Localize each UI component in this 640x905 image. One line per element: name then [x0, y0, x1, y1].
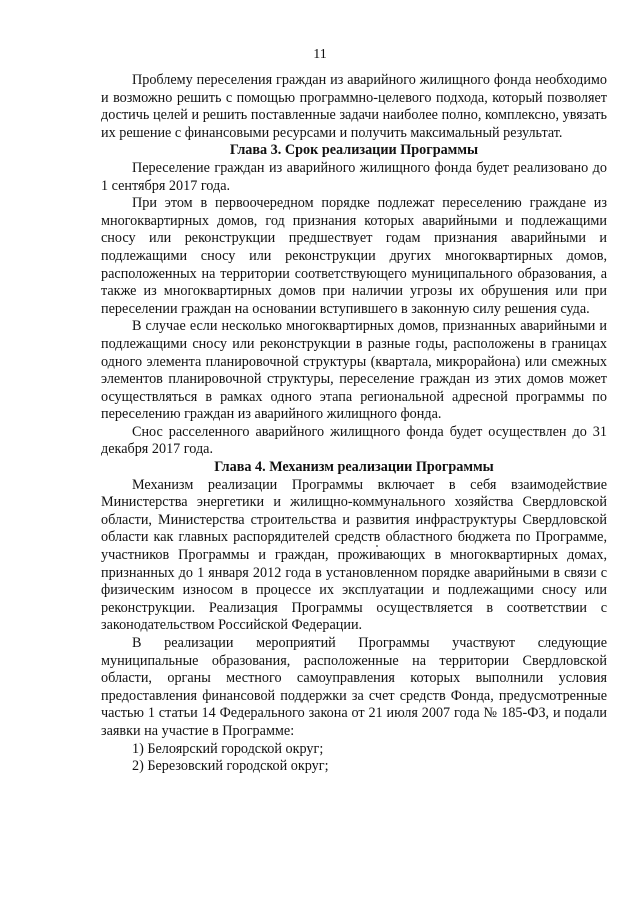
page-number: 11 [313, 47, 327, 62]
document-body [101, 72, 607, 776]
chapter-3-paragraph: При этом в первоочередном порядке подлежат переселению граждане из многоквартирных домов, год признания которых аварийными и подлежащими сносу или реконструкции предшествует годам признания аварийными и подлежащими сносу или реконструкции других многоквартирных домов, расположенных на территории соответствующего муниципального образования, а также из многоквартирных домов при наличии угрозы их обрушения или при переселении граждан на основании вступившего в законную силу решения суда. [101, 195, 607, 317]
chapter-3-heading: Глава 3. Срок реализации Программы [229, 142, 479, 159]
chapter-3-paragraph: Переселение граждан из аварийного жилищного фонда будет реализовано до 1 сентября 2017 года. [101, 159, 607, 194]
chapter-4-paragraph: Механизм реализации Программы включает в себя взаимодействие Министерства энергетики и жилищно-коммунального хозяйства Свердловской области, Министерства строительства и развития инфраструктуры Свердловской области как главных распорядителей средств областного бюджета по Программе, участников Программы и граждан, проживающих в многоквартирных домах, признанных до 1 января 2012 года в установленном порядке аварийными в связи с физическим износом в процессе их эксплуатации и подлежащими сносу или реконструкции. Реализация Программы осуществляется в соответствии с законодательством Российской Федерации. [101, 476, 607, 634]
list-item: 2) Березовский городской округ; [132, 758, 329, 775]
list-item: 1) Белоярский городской округ; [132, 740, 324, 757]
chapter-4-paragraph: В реализации мероприятий Программы участвуют следующие муниципальные образования, расположенные на территории Свердловской области, органы местного самоуправления которых выполнили условия предоставления финансовой поддержки за счет средств Фонда, предусмотренные частью 1 статьи 14 Федерального закона от 21 июля 2007 года № 185-ФЗ, и подали заявки на участие в Программе: [101, 635, 607, 739]
scan-speck [376, 545, 378, 547]
chapter-3-paragraph: Снос расселенного аварийного жилищного фонда будет осуществлен до 31 декабря 2017 года. [101, 423, 607, 458]
intro-paragraph: Проблему переселения граждан из аварийного жилищного фонда необходимо и возможно решить с помощью программно-целевого подхода, который позволяет достичь целей и решить поставленные задачи наиболее полно, комплексно, увязать их решение с финансовыми ресурсами и получить максимальный результат. [101, 72, 607, 141]
chapter-4-heading: Глава 4. Механизм реализации Программы [214, 459, 494, 476]
chapter-3-paragraph: В случае если несколько многоквартирных домов, признанных аварийными и подлежащими сносу или реконструкции в разные годы, расположены в границах одного элемента планировочной структуры (квартала, микрорайона) или смежных элементов планировочной структуры, переселение граждан из этих домов может осуществляться в рамках одного этапа региональной адресной программы по переселению граждан из аварийного жилищного фонда. [101, 318, 607, 423]
